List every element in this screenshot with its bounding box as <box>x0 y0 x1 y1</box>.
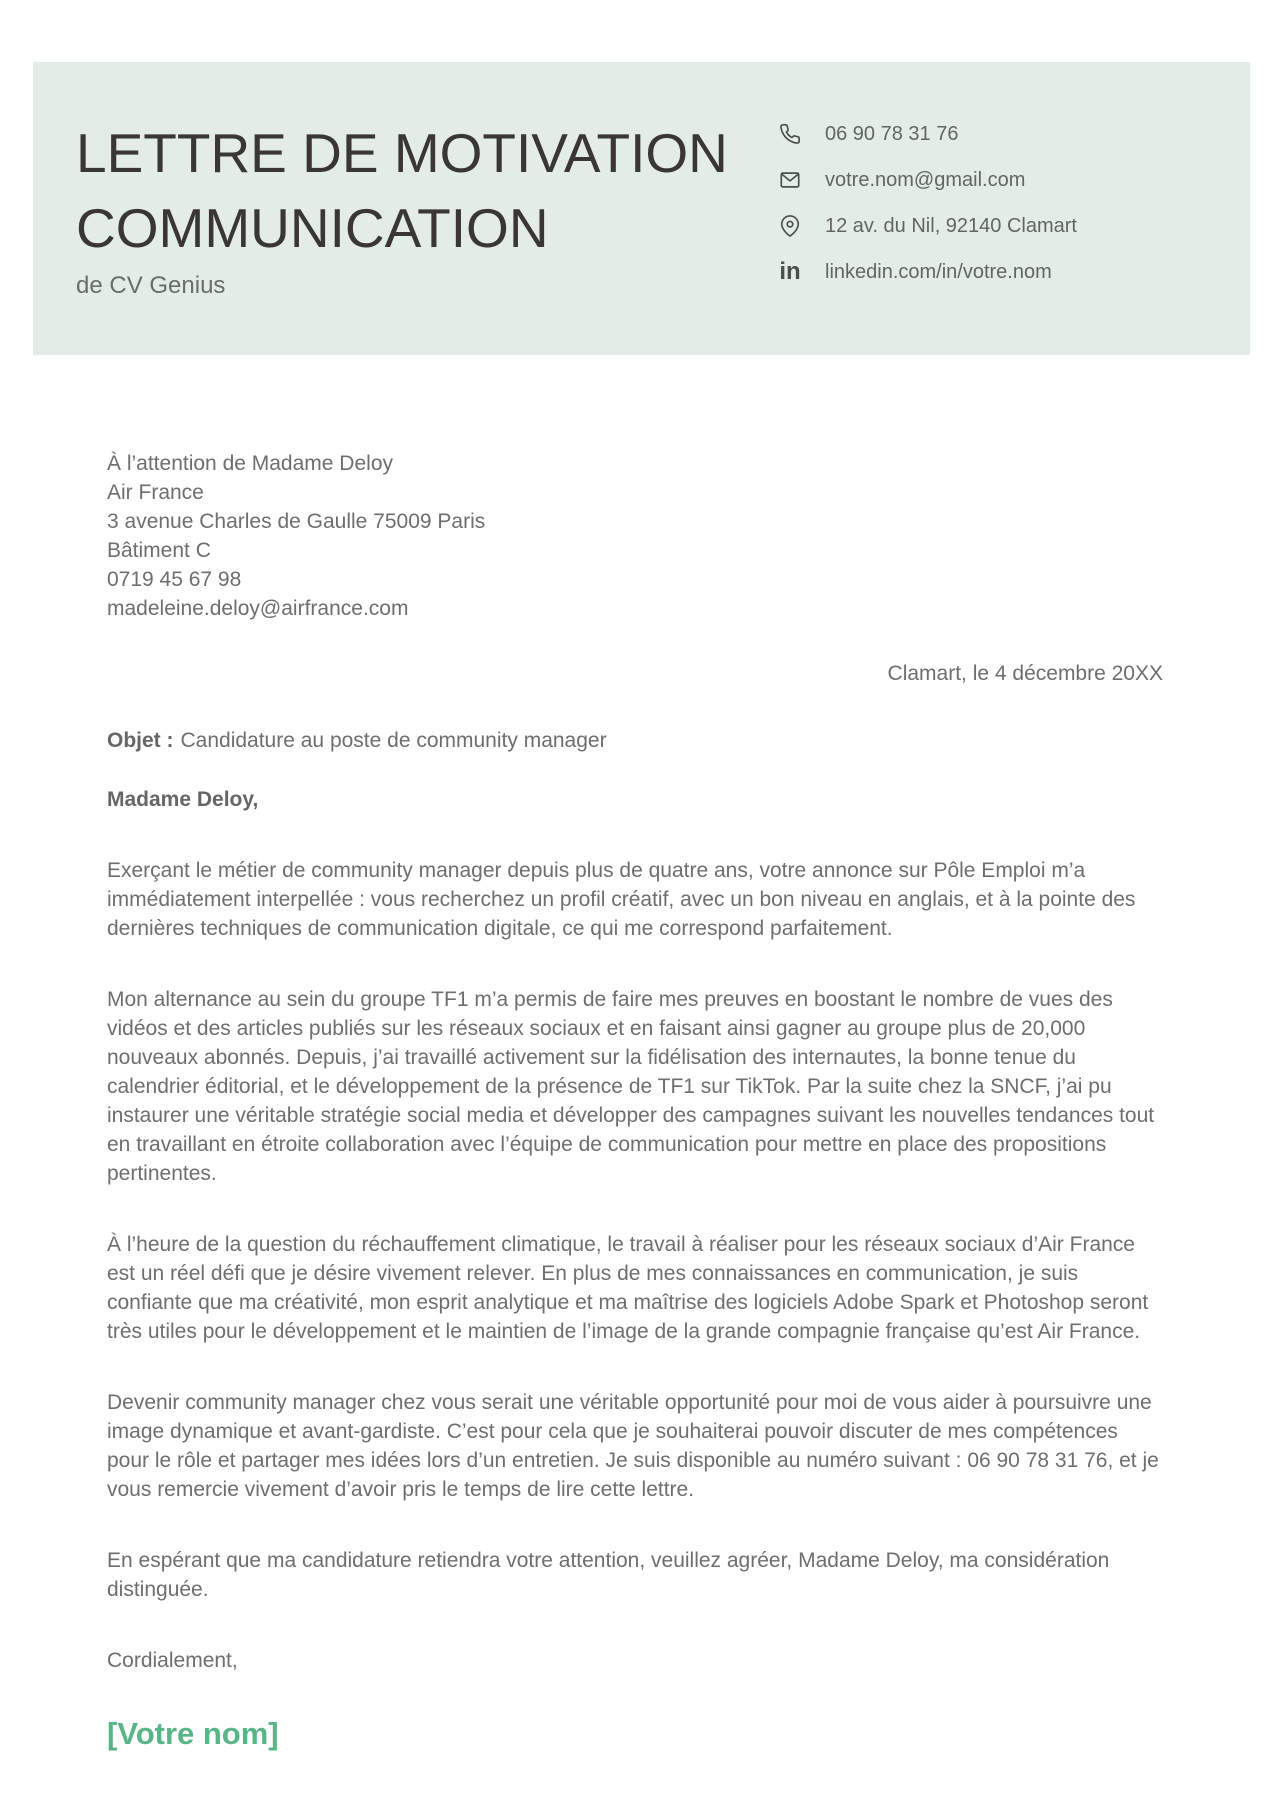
recipient-attention-line: À l’attention de Madame Deloy <box>107 452 393 475</box>
paragraph-availability: Devenir community manager chez vous serait une véritable opportunité pour moi de vous aider à poursuivre une image dynamique et avant-gardiste. C’est pour cela que je souhaiterai pouvoir discuter de mes compétences pour le rôle et partager mes idées lors d’un entretien. Je suis disponible au numéro suivant : 06 90 78 31 76, et je vous remercie vivement d’avoir pris le temps de lire cette lettre. <box>107 1391 1159 1501</box>
page-title-line1: LETTRE DE MOTIVATION <box>76 122 728 184</box>
page-subtitle: de CV Genius <box>76 272 226 299</box>
linkedin-icon <box>778 260 802 284</box>
header-title-block <box>76 116 728 300</box>
linkedin-icon-glyph: in <box>779 258 801 285</box>
phone-icon <box>778 122 802 146</box>
contact-row-email <box>778 168 1077 192</box>
email-icon <box>778 168 802 192</box>
closing: Cordialement, <box>107 1649 238 1672</box>
contact-email-label: votre.nom@gmail.com <box>825 168 1026 191</box>
contact-row-address <box>778 214 1077 238</box>
location-icon <box>778 214 802 238</box>
recipient-street: 3 avenue Charles de Gaulle 75009 Paris <box>107 510 486 533</box>
subject-text: Candidature au poste de community manager <box>180 729 607 752</box>
signature-name: [Votre nom] <box>107 1716 279 1751</box>
letter-body <box>107 355 1163 1751</box>
subject-label: Objet : <box>107 729 174 752</box>
contact-row-linkedin <box>778 260 1077 284</box>
subject-line <box>107 726 1163 755</box>
contact-phone-label: 06 90 78 31 76 <box>825 122 959 145</box>
recipient-building: Bâtiment C <box>107 539 211 562</box>
salutation: Madame Deloy, <box>107 788 259 811</box>
recipient-company: Air France <box>107 481 204 504</box>
page-title <box>76 116 728 266</box>
contact-linkedin-label: linkedin.com/in/votre.nom <box>825 260 1052 283</box>
page-title-line2: COMMUNICATION <box>76 197 549 259</box>
contact-row-phone <box>778 122 1077 146</box>
recipient-email: madeleine.deloy@airfrance.com <box>107 597 409 620</box>
date-line: Clamart, le 4 décembre 20XX <box>887 662 1163 685</box>
recipient-phone: 0719 45 67 98 <box>107 568 242 591</box>
contact-list <box>778 122 1077 306</box>
recipient-block <box>107 449 1163 623</box>
header-banner <box>33 62 1250 355</box>
contact-address-label: 12 av. du Nil, 92140 Clamart <box>825 214 1077 237</box>
paragraph-experience: Mon alternance au sein du groupe TF1 m’a permis de faire mes preuves en boostant le nombre de vues des vidéos et des articles publiés sur les réseaux sociaux et en faisant ainsi gagner au groupe plus de 20,000 nouveaux abonnés. Depuis, j’ai travaillé activement sur la fidélisation des internautes, la bonne tenue du calendrier éditorial, et le développement de la présence de TF1 sur TikTok. Par la suite chez la SNCF, j’ai pu instaurer une véritable stratégie social media et développer des campagnes suivant les nouvelles tendances tout en travaillant en étroite collaboration avec l’équipe de communication pour mettre en place des propositions pertinentes. <box>107 988 1155 1185</box>
paragraph-motivation: À l’heure de la question du réchauffement climatique, le travail à réaliser pour les réseaux sociaux d’Air France est un réel défi que je désire vivement relever. En plus de mes connaissances en communication, je suis confiante que ma créativité, mon esprit analytique et ma maîtrise des logiciels Adobe Spark et Photoshop seront très utiles pour le développement et le maintien de l’image de la grande compagnie française qu’est Air France. <box>107 1233 1149 1343</box>
paragraph-formule-politesse: En espérant que ma candidature retiendra votre attention, veuillez agréer, Madame Deloy, ma considération distinguée. <box>107 1549 1110 1601</box>
paragraph-intro: Exerçant le métier de community manager depuis plus de quatre ans, votre annonce sur Pôle Emploi m’a immédiatement interpellée : vous recherchez un profil créatif, avec un bon niveau en anglais, et à la pointe des dernières techniques de communication digitale, ce qui me correspond parfaitement. <box>107 859 1136 940</box>
